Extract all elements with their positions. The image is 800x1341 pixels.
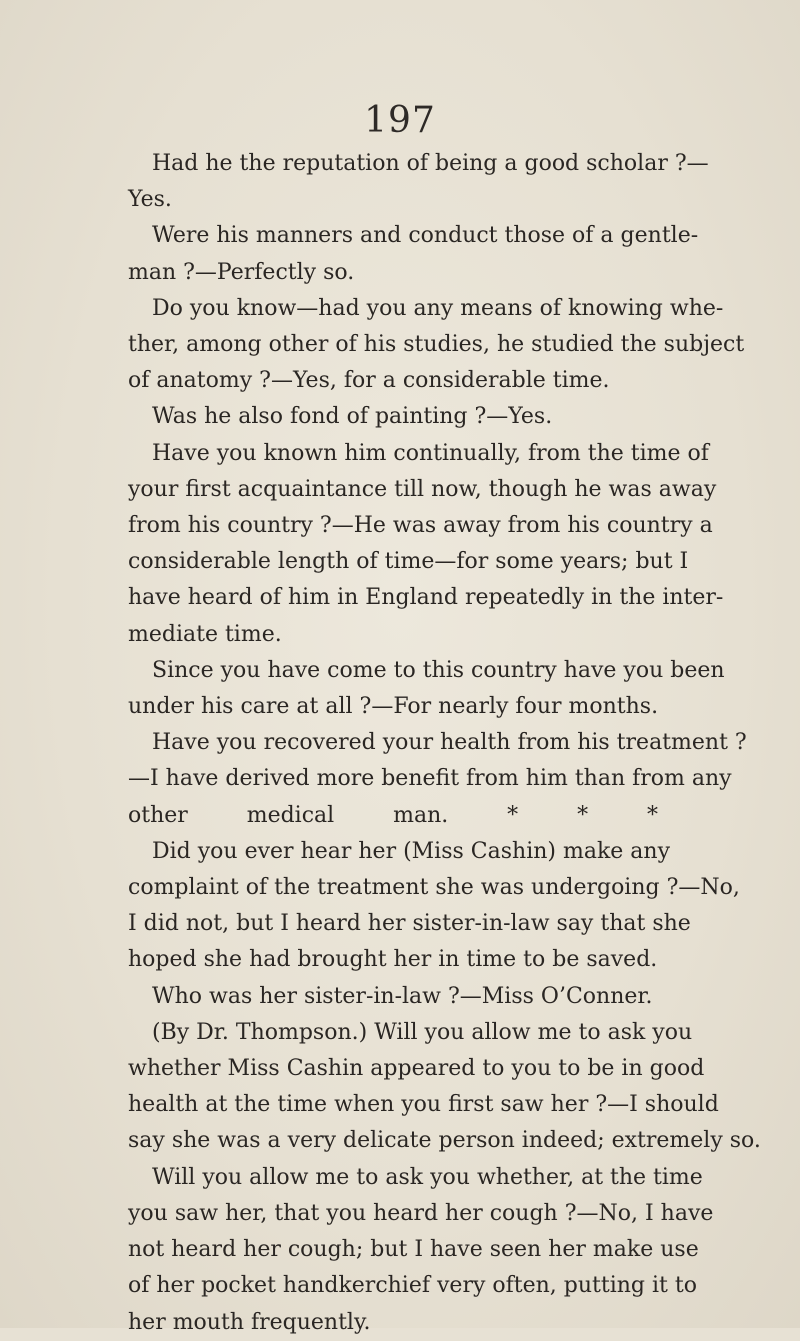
text-line: of her pocket handkerchief very often, putting it to [128, 1273, 697, 1299]
text-line: under his care at all ?—For nearly four months. [128, 694, 659, 720]
text-line: Was he also fond of painting ?—Yes. [152, 404, 553, 430]
text-line: Who was her sister-in-law ?—Miss O’Conner. [152, 983, 653, 1009]
text-line: ther, among other of his studies, he studied the subject [128, 332, 745, 358]
text-line: Yes. [128, 187, 172, 213]
text-line: Had he the reputation of being a good scholar ?— [152, 151, 709, 176]
text-line: health at the time when you first saw her ?—I should [128, 1092, 719, 1118]
text-line: Since you have come to this country have you been [152, 657, 725, 683]
text-line: hoped she had brought her in time to be saved. [128, 947, 658, 973]
text-line: considerable length of time—for some years; but I [128, 549, 689, 575]
text-line: other medical man. * * * [128, 802, 658, 828]
text-line: —I have derived more benefit from him than from any [128, 766, 732, 792]
text-line: say she was a very delicate person indeed; extremely so. [128, 1128, 761, 1154]
text-line: complaint of the treatment she was undergoing ?—No, [128, 875, 740, 901]
page-number: 197 [364, 100, 436, 141]
text-line: Were his manners and conduct those of a gentle- [152, 223, 699, 249]
text-line: (By Dr. Thompson.) Will you allow me to ask you [152, 1019, 693, 1045]
text-line: you saw her, that you heard her cough ?—No, I have [128, 1200, 714, 1226]
text-line: whether Miss Cashin appeared to you to be in good [128, 1056, 705, 1082]
text-line: from his country ?—He was away from his country a [128, 513, 713, 539]
text-line: not heard her cough; but I have seen her make use [128, 1237, 699, 1263]
text-line: have heard of him in England repeatedly in the inter- [128, 585, 724, 611]
text-line: mediate time. [128, 621, 282, 647]
text-line: man ?—Perfectly so. [128, 259, 355, 285]
text-line: her mouth frequently. [128, 1309, 371, 1335]
body-text [128, 146, 761, 1341]
text-line: Will you allow me to ask you whether, at the time [152, 1164, 703, 1190]
text-line: I did not, but I heard her sister-in-law say that she [128, 911, 691, 937]
text-line: of anatomy ?—Yes, for a considerable time. [128, 368, 610, 394]
text-line: Did you ever hear her (Miss Cashin) make any [152, 838, 671, 864]
text-line: Have you known him continually, from the time of [152, 440, 709, 466]
text-line: your first acquaintance till now, though he was away [128, 476, 717, 502]
text-line: Do you know—had you any means of knowing whe- [152, 295, 724, 321]
text-line: Have you recovered your health from his treatment ? [152, 730, 747, 756]
